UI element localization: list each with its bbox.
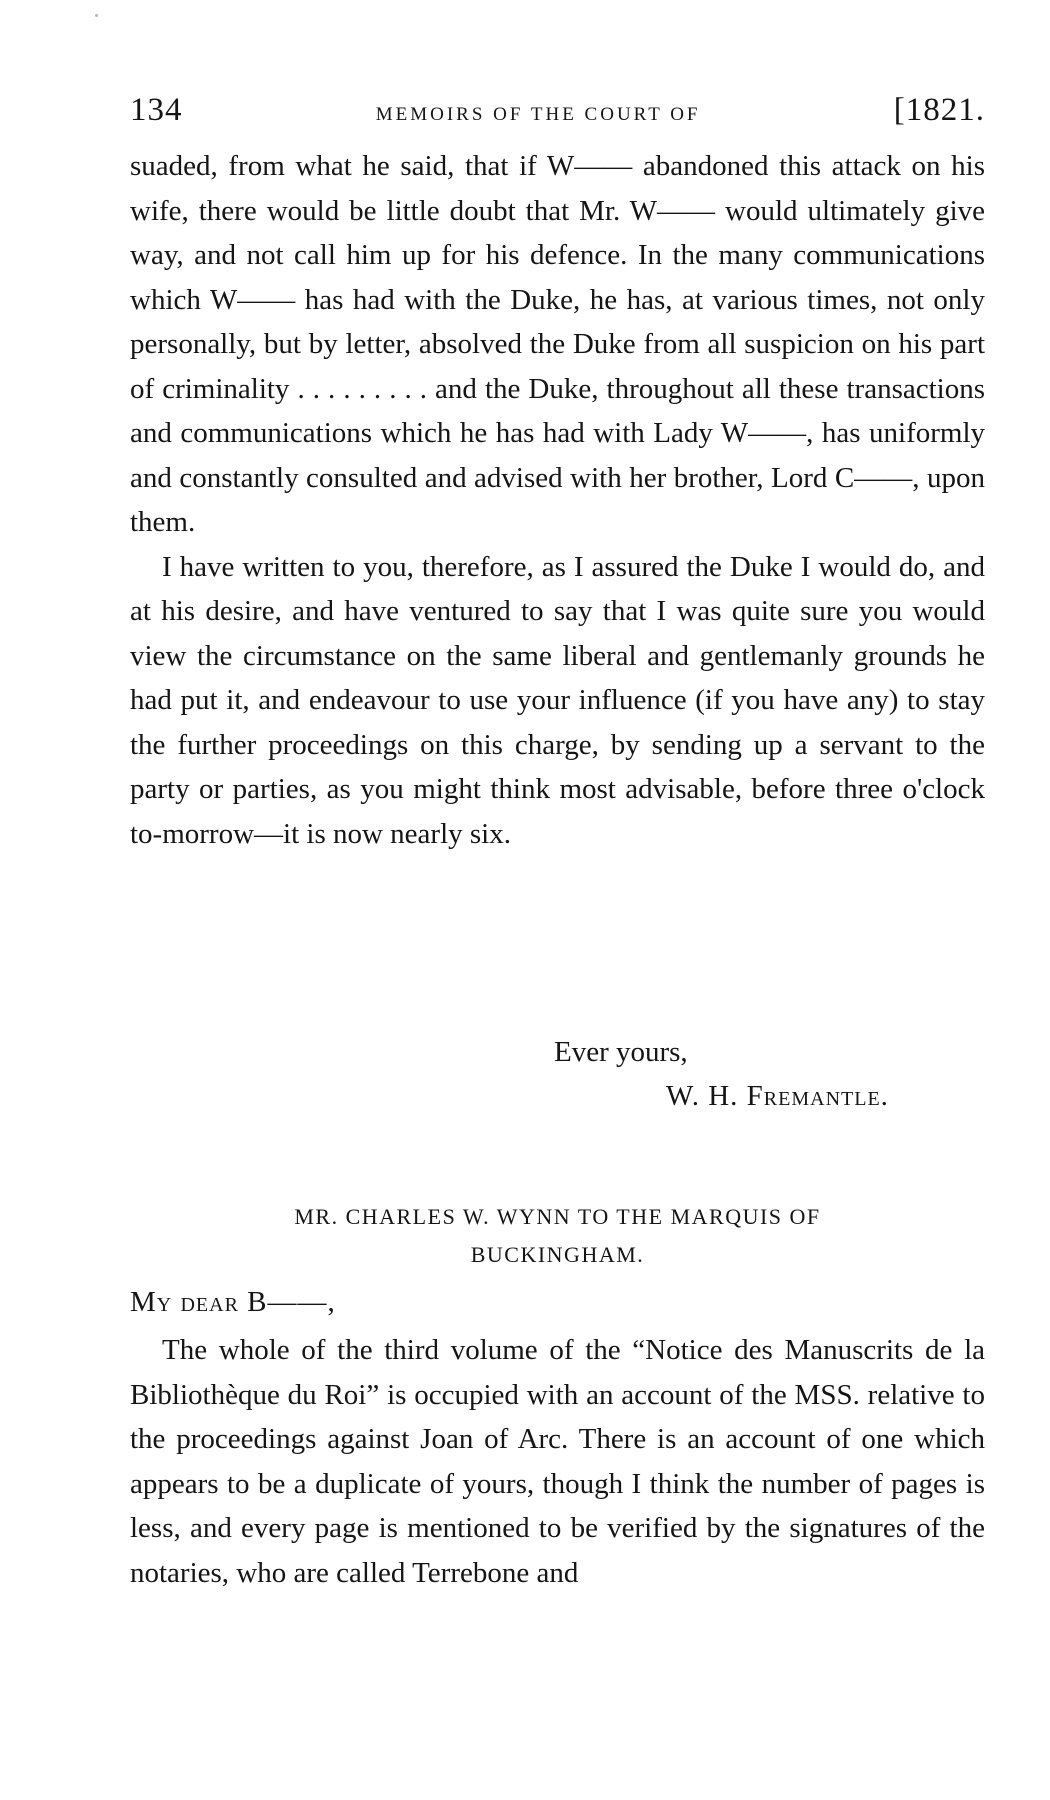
running-title: MEMOIRS OF THE COURT OF bbox=[375, 104, 701, 125]
letter-body bbox=[130, 144, 985, 856]
header-year: [1821. bbox=[893, 92, 985, 128]
valediction: Ever yours, bbox=[554, 1036, 688, 1068]
salutation: My dear B——, bbox=[130, 1286, 336, 1318]
next-letter-body bbox=[130, 1328, 985, 1595]
page-header bbox=[130, 92, 985, 142]
letter-heading-line: MR. CHARLES W. WYNN TO THE MARQUIS OF bbox=[294, 1204, 821, 1229]
page-number: 134 bbox=[130, 92, 183, 128]
body-paragraph: I have written to you, therefore, as I assured the Duke I would do, and at his desire, and have ventured to say that I was quite sure you would view the circumstance on the same liberal and gentlemanly grounds he had put it, and endeavour to use your influence (if you have any) to stay the further proceedings on this charge, by sending up a servant to the party or parties, as you might think most advisable, before three o'clock to-morrow—it is now nearly six. bbox=[130, 550, 985, 850]
paper-speck bbox=[95, 14, 98, 17]
signature: W. H. Fremantle. bbox=[666, 1080, 889, 1112]
letter-heading-line: BUCKINGHAM. bbox=[470, 1242, 645, 1267]
letter-heading bbox=[130, 1198, 985, 1274]
body-paragraph: The whole of the third volume of the “Notice des Manuscrits de la Bibliothèque du Roi” is occupied with an account of the MSS. relative to the proceedings against Joan of Arc. There is an account of one which appears to be a duplicate of yours, though I think the number of pages is less, and every page is mentioned to be verified by the signatures of the notaries, who are called Terrebone and bbox=[130, 1334, 985, 1589]
body-paragraph: suaded, from what he said, that if W—— abandoned this attack on his wife, there would be little doubt that Mr. W—— would ultimately give way, and not call him up for his defence. In the many communications which W—— has had with the Duke, he has, at various times, not only personally, but by letter, absolved the Duke from all suspicion on his part of criminality . . . . . . . . . and the Duke, throughout all these transactions and communications which he has had with Lady W——, has uniformly and constantly consulted and advised with her brother, Lord C——, upon them. bbox=[130, 150, 985, 538]
